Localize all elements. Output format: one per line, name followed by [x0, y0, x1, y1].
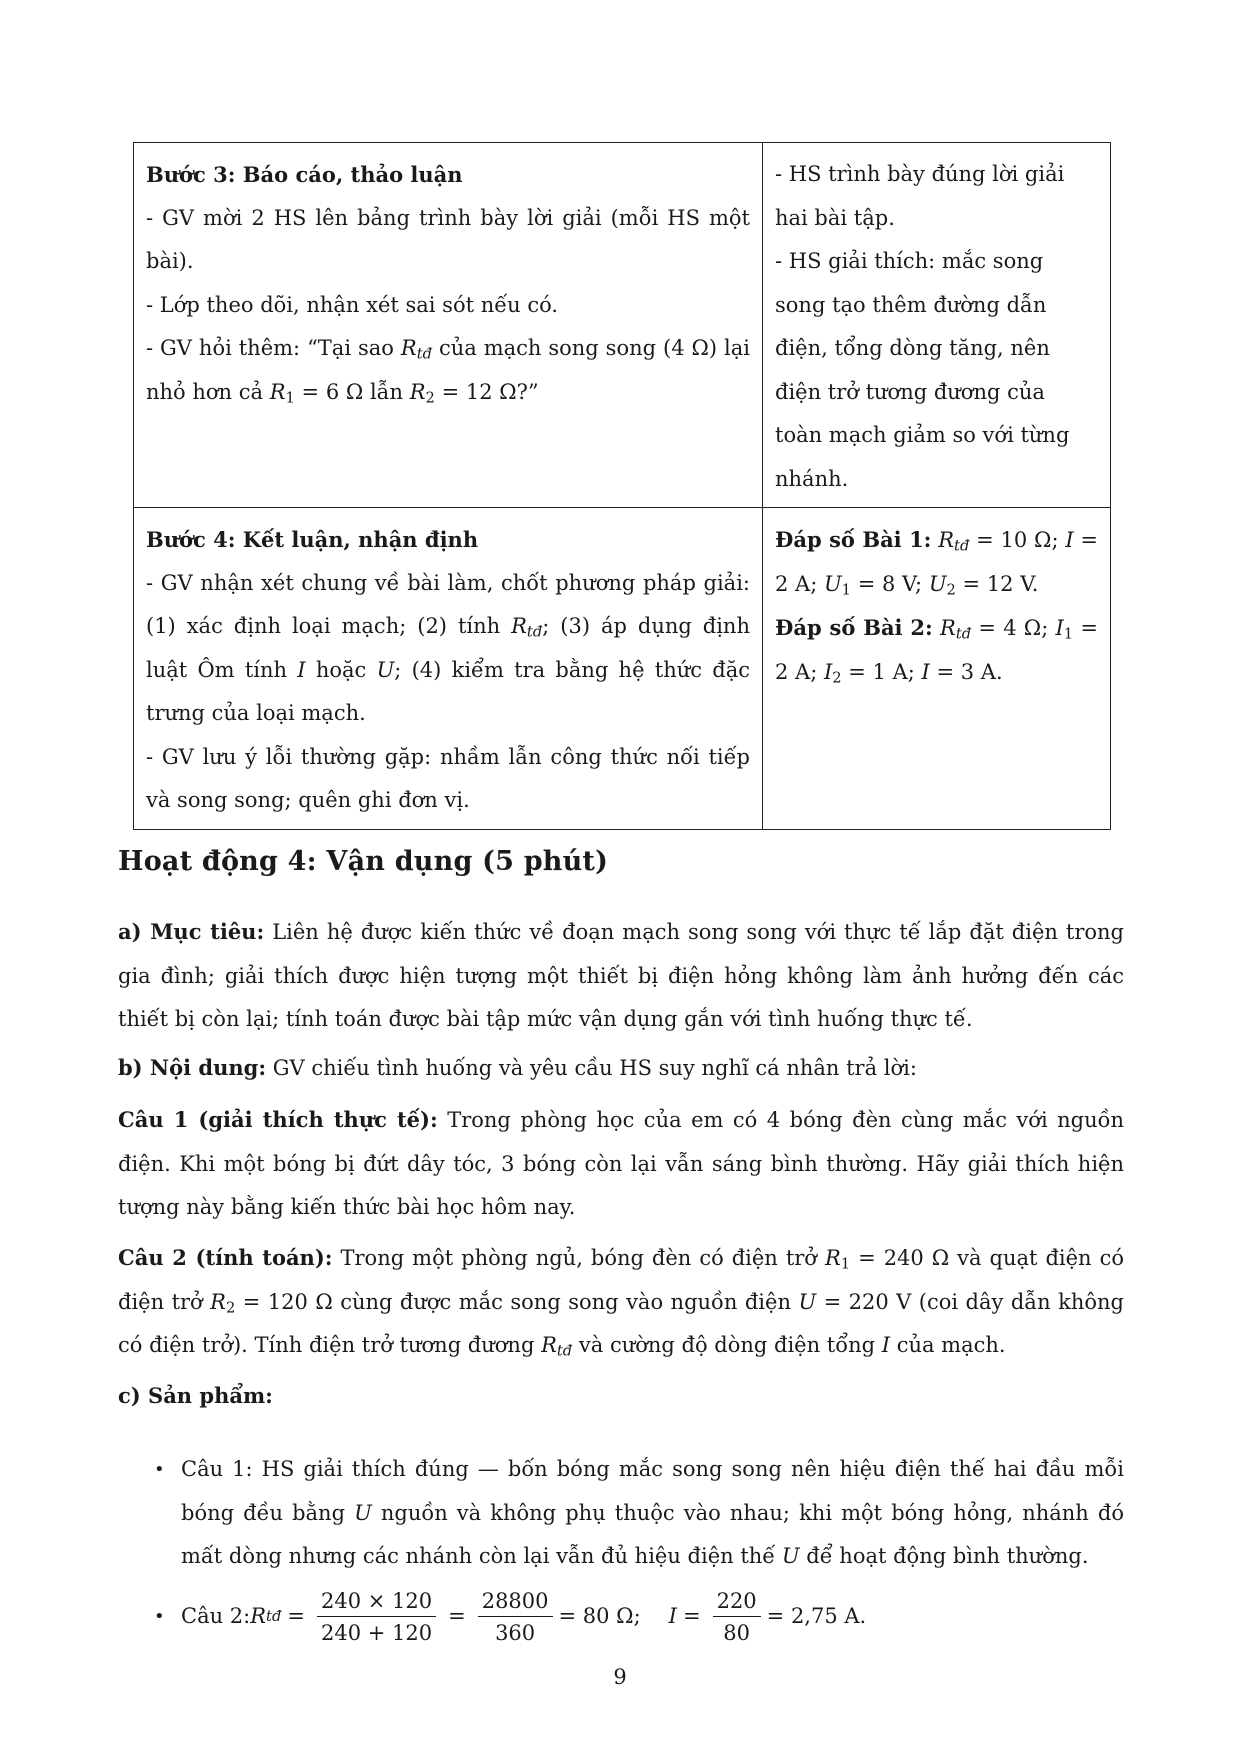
product-label: c) Sản phẩm:	[118, 1383, 273, 1408]
table-row	[134, 143, 1111, 508]
fraction: $\frac{220}{80}$	[713, 1588, 761, 1647]
question-2-paragraph: Câu 2 (tính toán): Trong một phòng ngủ, bóng đèn có điện trở $R_1 = 240$ Ω và quạt điện có điện trở $R_2 = 120$ Ω cùng được mắc song song vào nguồn điện U = 220 V (coi dây dẫn không có điện trở). Tính điện trở tương đương $R_{tđ}$ và cường độ dòng điện tổng I của mạch.	[118, 1245, 1124, 1360]
table-row	[134, 508, 1111, 830]
answer-2: Đáp số Bài 2: $R_{tđ} = 4$ Ω; $I_1 = 2$ A; $I_2 = 1$ A; I = 3 A.	[775, 615, 1098, 687]
step4-right-cell	[763, 508, 1111, 830]
step4-line: - GV lưu ý lỗi thường gặp: nhầm lẫn công thức nối tiếp và song song; quên ghi đơn vị.	[146, 744, 750, 812]
product-list	[118, 1448, 1124, 1579]
bullet-icon: •	[154, 1459, 165, 1480]
page-number: 9	[613, 1665, 627, 1689]
content-paragraph: b) Nội dung: GV chiếu tình huống và yêu cầu HS suy nghĩ cá nhân trả lời:	[118, 1055, 917, 1080]
section-heading: Hoạt động 4: Vận dụng (5 phút)	[118, 846, 609, 877]
activity-steps-table	[133, 142, 1111, 830]
product-list	[118, 1574, 1124, 1660]
objective-paragraph: a) Mục tiêu: Liên hệ được kiến thức về đoạn mạch song song với thực tế lắp đặt điện trong gia đình; giải thích được hiện tượng một thiết bị điện hỏng không làm ảnh hưởng đến các thiết bị còn lại; tính toán được bài tập mức vận dụng gắn với tình huống thực tế.	[118, 919, 1124, 1031]
fraction: $\frac{240 \times 120}{240 + 120}$	[317, 1588, 436, 1647]
fraction: $\frac{28800}{360}$	[478, 1588, 553, 1647]
list-item: • Câu 1: HS giải thích đúng — bốn bóng mắc song song nên hiệu điện thế hai đầu mỗi bóng đều bằng U nguồn và không phụ thuộc vào nhau; khi một bóng hỏng, nhánh đó mất dòng nhưng các nhánh còn lại vẫn đủ hiệu điện thế U để hoạt động bình thường.	[118, 1448, 1124, 1579]
step3-left-cell	[134, 143, 763, 508]
bullet-icon: •	[154, 1606, 165, 1627]
step3-line: - GV mời 2 HS lên bảng trình bày lời giải (mỗi HS một bài).	[146, 205, 750, 273]
step4-title: Bước 4: Kết luận, nhận định	[146, 527, 479, 552]
step3-title: Bước 3: Báo cáo, thảo luận	[146, 162, 463, 187]
answer-1: Đáp số Bài 1: $R_{tđ} = 10$ Ω; I = 2 A; $U_1 = 8$ V; $U_2 = 12$ V.	[775, 527, 1098, 599]
step3-result: - HS giải thích: mắc song song tạo thêm đường dẫn điện, tổng dòng tăng, nên điện trở tương đương của toàn mạch giảm so với từng nhánh.	[775, 249, 1070, 491]
step4-left-cell	[134, 508, 763, 830]
step3-line: - Lớp theo dõi, nhận xét sai sót nếu có.	[146, 292, 559, 317]
step4-line: - GV nhận xét chung về bài làm, chốt phương pháp giải: (1) xác định loại mạch; (2) tính $R_{tđ}$; (3) áp dụng định luật Ôm tính I hoặc U; (4) kiểm tra bằng hệ thức đặc trưng của loại mạch.	[146, 570, 750, 725]
step3-result: - HS trình bày đúng lời giải hai bài tập.	[775, 162, 1065, 230]
list-item: • Câu 2: R tđ = $\frac{240 \times 120}{240 + 120}$ = $\frac{28800}{360}$ = 80 Ω; I = $\frac{220}{80}$ = 2,75 A.	[154, 1588, 867, 1645]
question-1-paragraph: Câu 1 (giải thích thực tế): Trong phòng học của em có 4 bóng đèn cùng mắc với nguồn điện. Khi một bóng bị đứt dây tóc, 3 bóng còn lại vẫn sáng bình thường. Hãy giải thích hiện tượng này bằng kiến thức bài học hôm nay.	[118, 1107, 1125, 1219]
step3-question: - GV hỏi thêm: “Tại sao $R_{tđ}$ của mạch song song (4 Ω) lại nhỏ hơn cả $R_1 = 6$ Ω lẫn $R_2 = 12$ Ω?”	[146, 336, 750, 407]
step3-right-cell	[763, 143, 1111, 508]
